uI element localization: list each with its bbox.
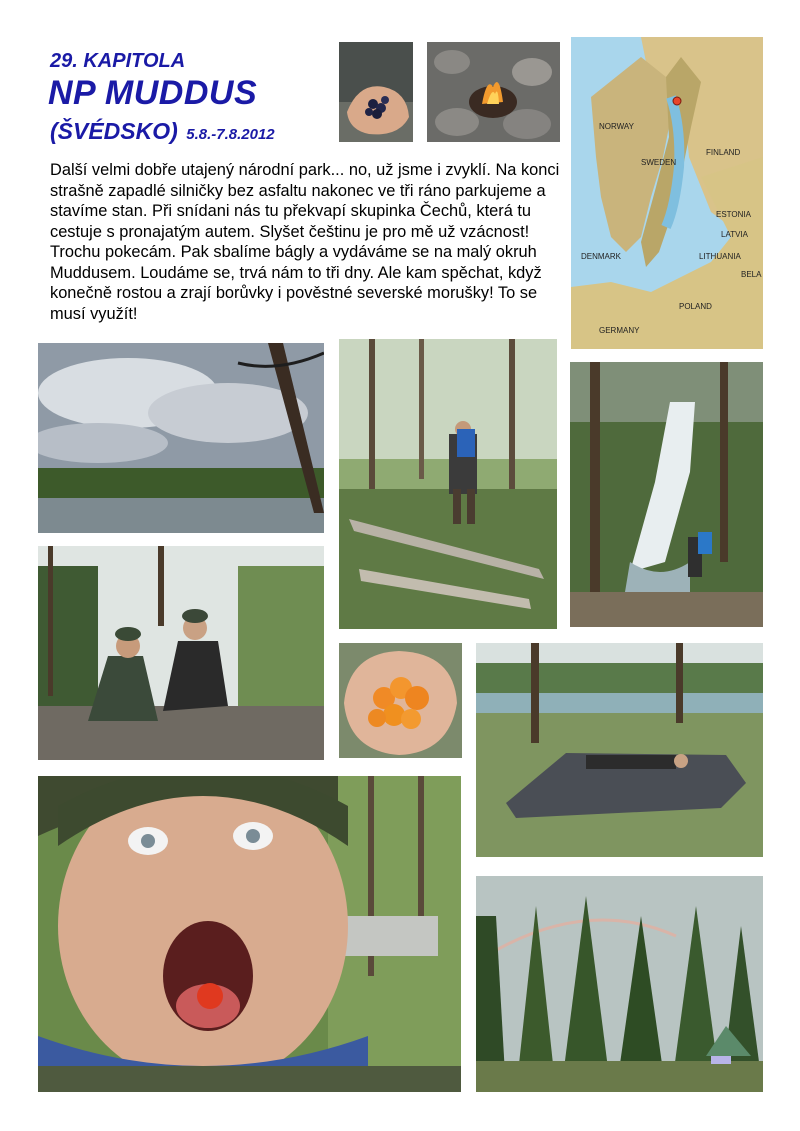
photo-funny-face-cloudberry (38, 776, 461, 1092)
chapter-heading: 29. KAPITOLA (50, 50, 186, 72)
map-label-germany: GERMANY (599, 326, 640, 335)
country-label: (ŠVÉDSKO) (50, 118, 178, 144)
page-title: NP MUDDUS (48, 74, 258, 112)
photo-waterfall (570, 362, 763, 627)
map-marker (673, 97, 681, 105)
photo-forest-rainbow-tent (476, 876, 763, 1092)
photo-person-on-tarp (476, 643, 763, 857)
map-label-denmark: DENMARK (581, 252, 622, 261)
map-label-estonia: ESTONIA (716, 210, 751, 219)
photo-two-hikers-sitting (38, 546, 324, 760)
map-label-finland: FINLAND (706, 148, 741, 157)
map-label-sweden: SWEDEN (641, 158, 677, 167)
map-label-poland: POLAND (679, 302, 712, 311)
photo-blueberries-hand (339, 42, 413, 142)
country-and-dates (50, 118, 275, 145)
photo-campfire (427, 42, 560, 142)
photo-cloudberries-hand (339, 643, 462, 758)
photo-lake-clouds (38, 343, 324, 533)
map-label-bela: BELA (741, 270, 762, 279)
map-scandinavia (571, 37, 763, 349)
date-range: 5.8.-7.8.2012 (186, 126, 275, 143)
map-label-lithuania: LITHUANIA (699, 252, 741, 261)
photo-hiker-forest (339, 339, 557, 629)
map-label-norway: NORWAY (599, 122, 634, 131)
story-paragraph: Další velmi dobře utajený národní park... no, už jsme i zvyklí. Na konci strašně zapadlé silničky bez asfaltu nakonec ve tři ráno parkujeme a stavíme stan. Při snídani nás tu překvapí skupinka Čechů, která tu cestuje s pronajatým autem. Slyšet češtinu je pro mě už vzácnost! Trochu pokecám. Pak sbalíme bágly a vydáváme se na malý okruh Muddusem. Loudáme se, trvá nám to tři dny. Ale kam spěchat, když konečně rostou a zrají borůvky i pověstné severské morušky! To se musí využít! (50, 161, 560, 323)
map-label-latvia: LATVIA (721, 230, 748, 239)
